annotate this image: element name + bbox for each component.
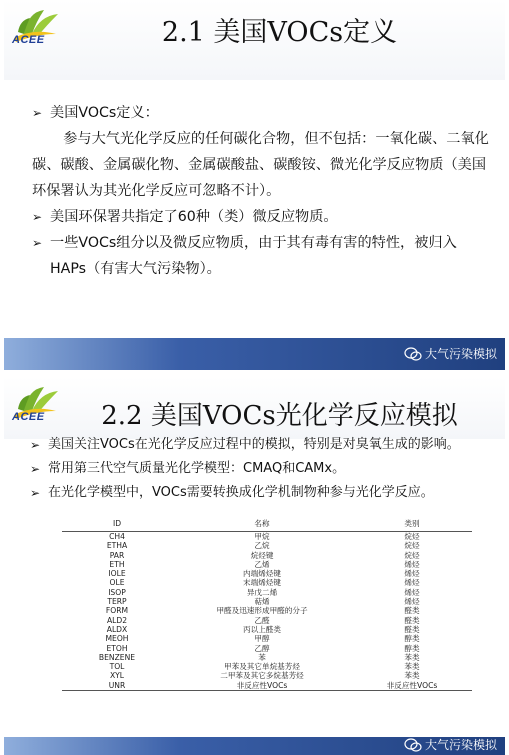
cell-category: 烷烃 (404, 532, 420, 541)
table-row (62, 532, 472, 542)
acee-logo-text: ACEE (12, 411, 45, 423)
bullet-vocs-definition: ➢ 美国VOCs定义： (32, 100, 491, 126)
table-row (62, 551, 472, 560)
cell-id: TERP (107, 597, 127, 607)
bullet-epa-60-species: ➢ 美国环保署共指定了60种（类）微反应物质。 (32, 204, 491, 230)
cell-name: 丙以上醛类 (243, 624, 281, 634)
cell-name: 甲醛及迅速形成甲醛的分子 (216, 606, 308, 616)
cell-id: IOLE (108, 569, 126, 579)
bullet-haps-period: 。 (206, 261, 221, 277)
cell-category: 烯烃 (404, 587, 420, 597)
slide-1-title: 2.1 美国VOCs定义 (161, 17, 398, 48)
bullet-haps-text: 一些VOCs组分以及微反应物质，由于其有毒有害的特性，被归入HAPs（有害大气污染物） (50, 235, 457, 277)
cell-category: 烷烃 (404, 550, 420, 560)
bullet-haps (32, 230, 491, 282)
cell-category: 醇类 (404, 643, 420, 653)
cell-name: 非反应性VOCs (172, 681, 352, 691)
slide-2 (4, 377, 505, 755)
column-header-id: ID (62, 517, 172, 532)
slide-2-watermark-text: 大气污染模拟 (424, 738, 497, 752)
cell-category: 烷烃 (404, 541, 420, 551)
cell-category: 烯烃 (404, 578, 420, 588)
cell-id: ETOH (106, 643, 128, 653)
table-row (62, 625, 472, 634)
cell-id: CH4 (109, 532, 125, 541)
slide-2-watermark (404, 736, 497, 753)
cell-category: 苯类 (404, 652, 420, 662)
table-row (62, 597, 472, 606)
cell-name: 甲苯及其它单烷基芳烃 (224, 662, 300, 672)
table-row (62, 578, 472, 587)
species-table (62, 517, 472, 691)
cell-name: 甲烷 (254, 532, 270, 541)
cell-id: ALD2 (106, 615, 128, 625)
slide-2-header (4, 377, 505, 439)
wechat-icon (404, 347, 422, 361)
cell-name: 乙烯 (254, 559, 270, 569)
cell-id: MEOH (105, 634, 129, 644)
cell-name: 烷烃键 (250, 550, 274, 560)
cell-category: 醛类 (404, 615, 420, 625)
cell-id: ALDX (106, 624, 128, 634)
cell-name: 乙烷 (254, 541, 270, 551)
cell-category: 苯类 (404, 671, 420, 681)
slide-1-header (4, 0, 505, 80)
table-row (62, 644, 472, 653)
cell-id: FORM (105, 606, 129, 616)
cell-id: UNR (62, 681, 172, 691)
cell-id: TOL (109, 662, 125, 672)
cell-category: 烯烃 (404, 559, 420, 569)
cell-id: OLE (109, 578, 125, 588)
cell-name: 末端烯烃键 (243, 578, 281, 588)
slide-1 (4, 0, 505, 370)
cell-category: 烯烃 (404, 569, 420, 579)
slide-1-footer-band (4, 338, 505, 370)
cell-name: 乙醛 (254, 615, 270, 625)
definition-paragraph: 参与大气光化学反应的任何碳化合物，但不包括：一氧化碳、二氧化碳、碳酸、金属碳化物、金属碳酸盐、碳酸铵、微光化学反应物质（美国环保署认为其光化学反应可忽略不计）。 (32, 131, 489, 199)
table-row (62, 541, 472, 550)
cell-name: 萜烯 (254, 597, 270, 607)
slide-1-watermark (404, 345, 497, 362)
cell-category: 醛类 (404, 624, 420, 634)
table-row (62, 653, 472, 662)
bullet-ozone-simulation: ➢ 美国关注VOCs在光化学反应过程中的模拟，特别是对臭氧生成的影响。 (30, 433, 491, 457)
acee-logo-text: ACEE (12, 34, 45, 46)
column-header-category: 类别 (352, 517, 472, 532)
cell-category: 醇类 (404, 634, 420, 644)
table-header-row (62, 517, 472, 532)
bullet-mechanism-species: ➢ 在光化学模型中，VOCs需要转换成化学机制物种参与光化学反应。 (30, 481, 491, 505)
table-row (62, 681, 472, 691)
cell-category: 非反应性VOCs (352, 681, 472, 691)
cell-id: BENZENE (98, 652, 136, 662)
cell-category: 烯烃 (404, 597, 420, 607)
cell-name: 甲醇 (254, 634, 270, 644)
slide-2-title: 2.2 美国VOCs光化学反应模拟 (101, 401, 458, 431)
table-row (62, 634, 472, 643)
cell-id: PAR (109, 550, 125, 560)
cell-name: 异戊二烯 (246, 587, 278, 597)
table-row (62, 588, 472, 597)
cell-name: 二甲苯及其它多烷基芳烃 (220, 671, 304, 681)
cell-name: 内端烯烃键 (243, 569, 281, 579)
slide-2-body (30, 433, 491, 505)
table-row (62, 560, 472, 569)
table-row (62, 671, 472, 680)
cell-category: 苯类 (404, 662, 420, 672)
table-row (62, 606, 472, 615)
cell-id: ETHA (106, 541, 128, 551)
slide-gap (0, 370, 509, 377)
slide-2-footer-band (4, 737, 505, 755)
cell-id: XYL (109, 671, 125, 681)
bullet-cmaq-camx: ➢ 常用第三代空气质量光化学模型：CMAQ和CAMx。 (30, 457, 491, 481)
wechat-icon (404, 738, 422, 752)
cell-category: 醛类 (404, 606, 420, 616)
cell-name: 乙醇 (254, 643, 270, 653)
column-header-name: 名称 (172, 517, 352, 532)
slide-1-body (32, 100, 491, 282)
cell-id: ISOP (108, 587, 126, 597)
slide-1-watermark-text: 大气污染模拟 (424, 347, 497, 361)
cell-id: ETH (109, 559, 125, 569)
cell-name: 苯 (258, 652, 266, 662)
table-row (62, 616, 472, 625)
